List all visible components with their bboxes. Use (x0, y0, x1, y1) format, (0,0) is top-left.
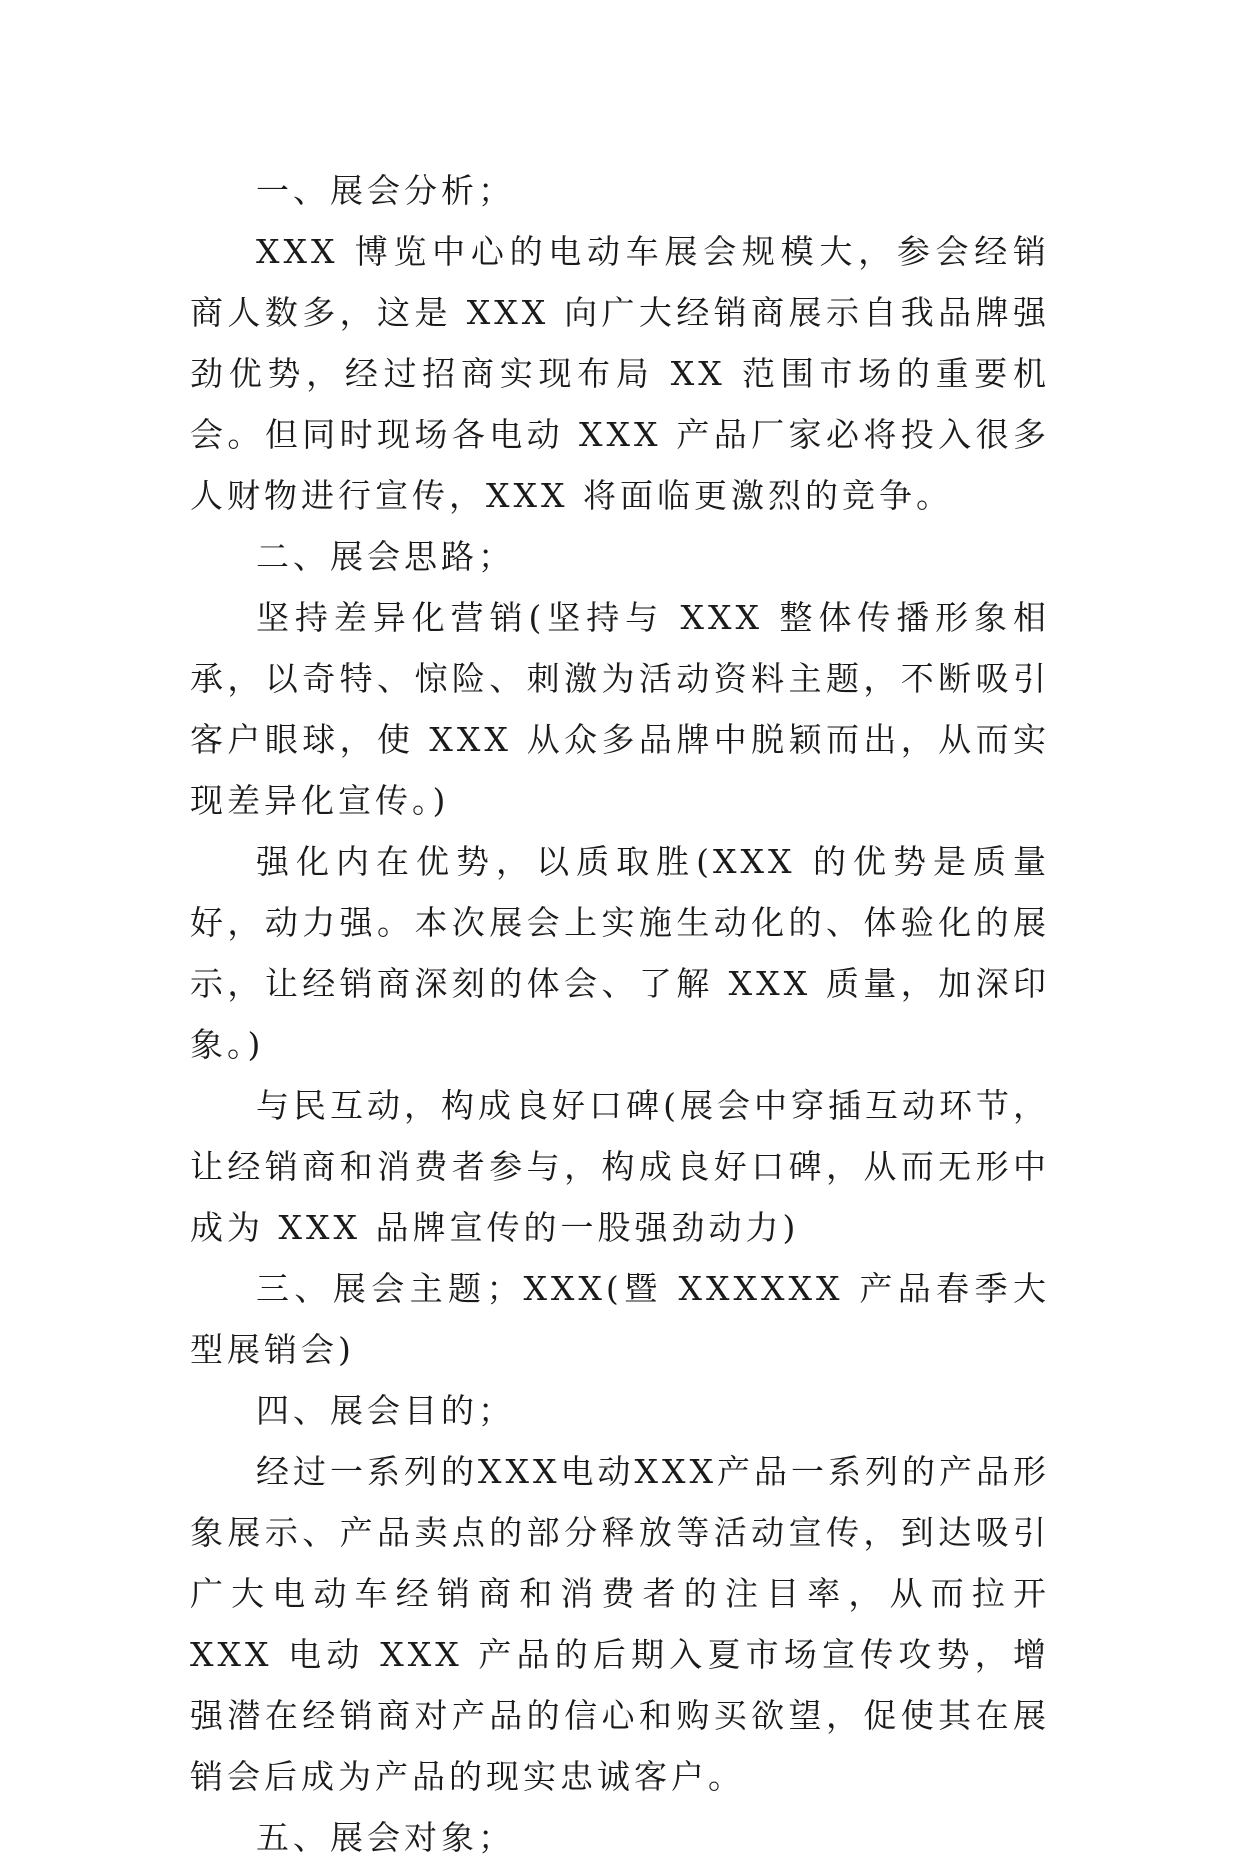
heading-exhibition-theme: 三、展会主题；XXX(暨 XXXXXX 产品春季大型展销会) (190, 1269, 1050, 1369)
heading-exhibition-approach: 二、展会思路； (256, 537, 515, 576)
heading-exhibition-analysis: 一、展会分析； (256, 171, 515, 210)
paragraph-quality-advantage: 强化内在优势，以质取胜(XXX 的优势是质量好，动力强。本次展会上实施生动化的、体验化的展示，让经销商深刻的体会、了解 XXX 质量，加深印象。) (190, 842, 1050, 1064)
paragraph-analysis-body: XXX 博览中心的电动车展会规模大，参会经销商人数多，这是 XXX 向广大经销商展示自我品牌强劲优势，经过招商实现布局 XX 范围市场的重要机会。但同时现场各电动 XXX 产品厂家必将投入很多人财物进行宣传，XXX 将面临更激烈的竞争。 (190, 232, 1050, 515)
paragraph-interaction: 与民互动，构成良好口碑(展会中穿插互动环节，让经销商和消费者参与，构成良好口碑，从而无形中成为 XXX 品牌宣传的一股强劲动力) (190, 1086, 1050, 1247)
heading-exhibition-purpose: 四、展会目的； (256, 1391, 515, 1430)
document-body (190, 160, 1050, 1868)
heading-exhibition-audience: 五、展会对象； (256, 1818, 515, 1857)
paragraph-purpose-body: 经过一系列的XXX电动XXX产品一系列的产品形象展示、产品卖点的部分释放等活动宣传，到达吸引广大电动车经销商和消费者的注目率，从而拉开 XXX 电动 XXX 产品的后期入夏市场宣传攻势，增强潜在经销商对产品的信心和购买欲望，促使其在展销会后成为产品的现实忠诚客户。 (190, 1452, 1050, 1796)
paragraph-differentiated-marketing: 坚持差异化营销(坚持与 XXX 整体传播形象相承，以奇特、惊险、刺激为活动资料主题，不断吸引客户眼球，使 XXX 从众多品牌中脱颖而出，从而实现差异化宣传。) (190, 598, 1050, 820)
